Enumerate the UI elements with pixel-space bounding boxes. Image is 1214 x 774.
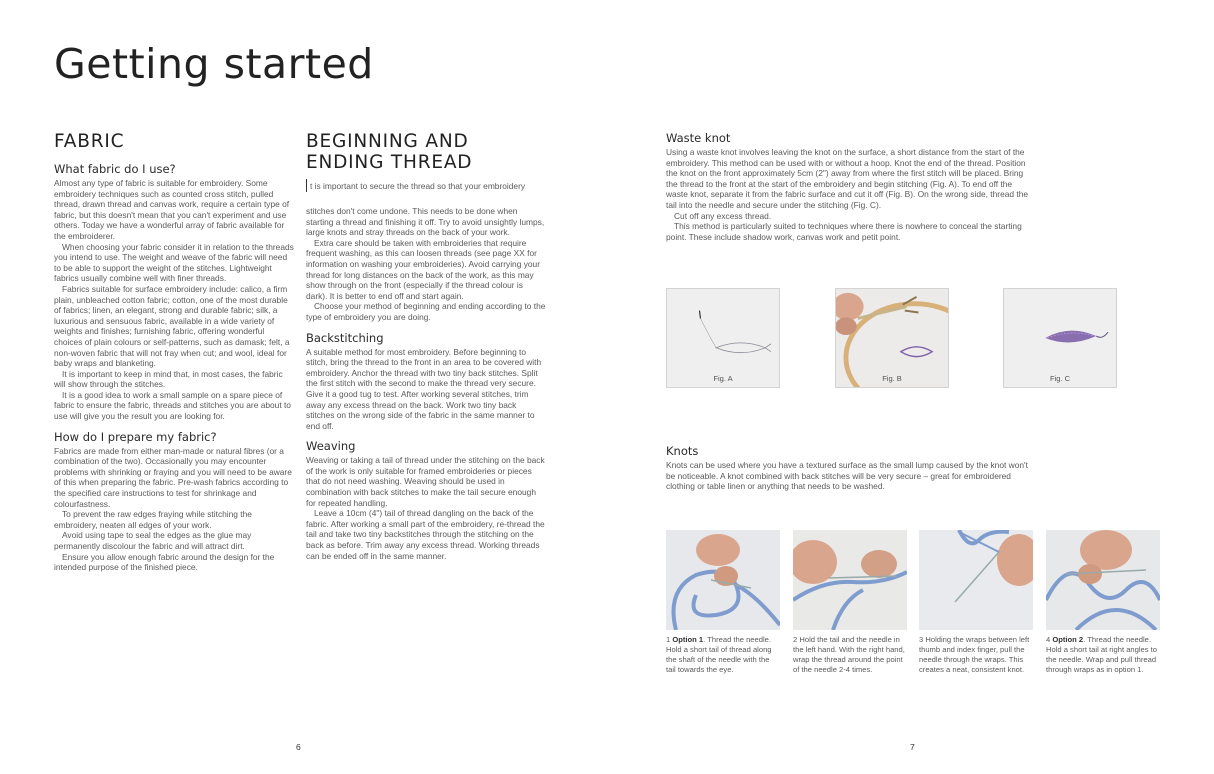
cutting-knot-illustration: [836, 289, 948, 387]
step-2-caption: [793, 635, 907, 675]
option-2-photo: [1046, 530, 1160, 630]
paragraph: Leave a 10cm (4") tail of thread dangling on the back of the fabric. After working a small part of the embroidery, re-thread the tail and take two tiny backstitches through the stitching on the back as before. Trim away any excess thread. Working threads can be ended off in the same manner.: [306, 508, 545, 561]
intro-line: [306, 179, 546, 192]
step-1-photo: [666, 530, 780, 630]
step-option-label: Option 1: [672, 635, 704, 644]
intro-line-text: t is important to secure the thread so that your embroidery: [310, 181, 526, 191]
paragraph: Weaving or taking a tail of thread under the stitching on the back of the work is only suitable for framed embroideries or pieces that do not need washing. Weaving should be used in combination with back stitches to make the tail secure enough for repeated handling.: [306, 455, 545, 508]
paragraph: Using a waste knot involves leaving the knot on the surface, a short distance from the start of the embroidery. This method can be used with or without a hoop. Knot the end of the thread. Position the knot on the front approximately 5cm (2") away from where the first stitch will be placed. Bring the thread to the front at the start of the embroidery and begin stitching (Fig. A). To end off the waste knot, separate it from the fabric surface and cut it off (Fig. B). On the wrong side, thread the tail into the needle and secure under the stitching (Fig. C).: [666, 147, 1029, 210]
paragraph: This method is particularly suited to techniques where there is nowhere to conceal the starting point. These include shadow work, canvas work and petit point.: [666, 221, 1022, 242]
step-number: 3: [919, 635, 924, 644]
backstitching-subheading: Backstitching: [306, 330, 384, 345]
page-number-right: 7: [910, 742, 915, 752]
fabric-column: [54, 131, 294, 573]
step-text: . Thread the needle. Hold a short tail of thread along the shaft of the needle with the tail towards the eye.: [666, 635, 772, 674]
step-text: Holding the wraps between left thumb and index finger, pull the needle through the wraps. This creates a neat, consistent knot.: [919, 635, 1030, 674]
step-number: 1: [666, 635, 671, 644]
paragraph: Fabrics suitable for surface embroidery include: calico, a firm plain, unbleached cotton fabric; cotton, one of the most durable of fabrics; linen, an elegant, strong and durable fabric; silk, a luxurious and sensuous fabric, available in a wide variety of weights and finishes; furnishing fabric, offering wonderful choices of plain colours or self-patterns, such as damask; felt, a non-woven fabric that will not fray when cut; and wool, ideal for baby wraps and blanketing.: [54, 283, 290, 369]
weaving-subheading: Weaving: [306, 439, 356, 454]
step-text: Hold the tail and the needle in the left hand. With the right hand, wrap the thread around the point of the needle 2-4 times.: [793, 635, 905, 674]
waste-knot-start-illustration: [667, 289, 779, 387]
step-number: 4: [1046, 635, 1051, 644]
paragraph: Extra care should be taken with embroideries that require frequent washing, as this can loosen threads (see page XX for information on washing your embroideries). Avoid carrying your thread for long distances on the back of the work, as this may show through on the front (especially if the thread colour is dark). It is better to end off and start again.: [306, 237, 540, 301]
figure-a-caption: Fig. A: [713, 374, 733, 383]
paragraph: Cut off any excess thread.: [674, 210, 772, 221]
what-fabric-subheading: What fabric do I use?: [54, 162, 176, 176]
step-text: . Thread the needle. Hold a short tail at right angles to the needle. Wrap and pull thread through wraps as in option 1.: [1046, 635, 1158, 674]
wrong-side-illustration: [1004, 289, 1116, 387]
step-4-caption: [1046, 635, 1160, 675]
page-number-left: 6: [296, 742, 301, 752]
knots-section: [666, 444, 1036, 492]
figure-b: [835, 288, 949, 388]
drop-cap-mark: [306, 179, 307, 192]
step-4-photo: [1046, 530, 1160, 630]
fabric-heading: FABRIC: [54, 131, 125, 152]
step-2-photo: [793, 530, 907, 630]
paragraph: It is important to keep in mind that, in most cases, the fabric will show through the stitches.: [54, 368, 283, 390]
paragraph: A suitable method for most embroidery. Before beginning to stitch, bring the thread to the front in an area to be covered with embroidery. Anchor the thread with two tiny back stitches. Split the first stitch with the second to make the thread very secure. Give it a good tug to test. After working several stitches, trim away any excess thread on the back. Work two tiny back stitches on the wrong side of the fabric in the same manner to end off.: [306, 346, 542, 431]
page-title: Getting started: [54, 40, 374, 88]
pull-needle-photo: [919, 530, 1033, 630]
paragraph: Fabrics are made from either man-made or natural fibres (or a combination of the two). Occasionally you may encounter problems with shrinking or fraying and you will need to be aware of this when preparing the fabric. Pre-wash fabrics according to the specified care instructions to test for shrinkage and colourfastness.: [54, 445, 292, 509]
paragraph: Avoid using tape to seal the edges as the glue may permanently discolour the fabric and will attract dirt.: [54, 530, 252, 551]
step-3-caption: [919, 635, 1033, 675]
paragraph: When choosing your fabric consider it in relation to the threads you intend to use. The weight and weave of the fabric will need to be able to support the weight of the stitches. Lightweight fabrics usually combine well with finer threads.: [54, 241, 294, 284]
knots-heading: Knots: [666, 444, 699, 458]
paragraph: stitches don't come undone. This needs to be done when starting a thread and finishing it off. Try to avoid unsightly lumps, large knots and stray threads on the back of your work.: [306, 206, 545, 238]
figure-b-caption: Fig. B: [882, 374, 902, 383]
thread-heading-line-2: ENDING THREAD: [306, 152, 473, 173]
paragraph: Ensure you allow enough fabric around the design for the intended purpose of the finished piece.: [54, 551, 275, 573]
figure-a: [666, 288, 780, 388]
figure-c: [1003, 288, 1117, 388]
figure-c-caption: Fig. C: [1049, 374, 1070, 383]
step-3-photo: [919, 530, 1033, 630]
thread-column: [306, 131, 546, 561]
wrap-thread-photo: [793, 530, 907, 630]
waste-knot-heading: Waste knot: [666, 131, 731, 145]
prepare-fabric-subheading: How do I prepare my fabric?: [54, 429, 217, 444]
paragraph: To prevent the raw edges fraying while stitching the embroidery, neaten all edges of your work.: [54, 509, 252, 530]
step-number: 2: [793, 635, 798, 644]
paragraph: Knots can be used where you have a textured surface as the small lump caused by the knot won't be noticeable. A knot combined with back stitches will be very secure – great for embroidered clothing or table linen or anything that needs to be washed.: [666, 460, 1028, 492]
paragraph: Almost any type of fabric is suitable for embroidery. Some embroidery techniques such as counted cross stitch, pulled thread, drawn thread and canvas work, require a certain type of fabric, but this doesn't mean that you can't experiment and use others. Today we have a wonderful array of fabric available for the embroiderer.: [54, 178, 290, 241]
paragraph: Choose your method of beginning and ending according to the type of embroidery you are doing.: [306, 301, 546, 322]
paragraph: It is a good idea to work a small sample on a spare piece of fabric to ensure the fabric, threads and stitches you are about to use will give you the result you are looking for.: [54, 389, 291, 422]
step-option-label: Option 2: [1052, 635, 1084, 644]
thread-heading-line-1: BEGINNING AND: [306, 131, 469, 152]
thread-needle-photo: [666, 530, 780, 630]
waste-knot-section: [666, 131, 1036, 242]
step-1-caption: [666, 635, 780, 675]
